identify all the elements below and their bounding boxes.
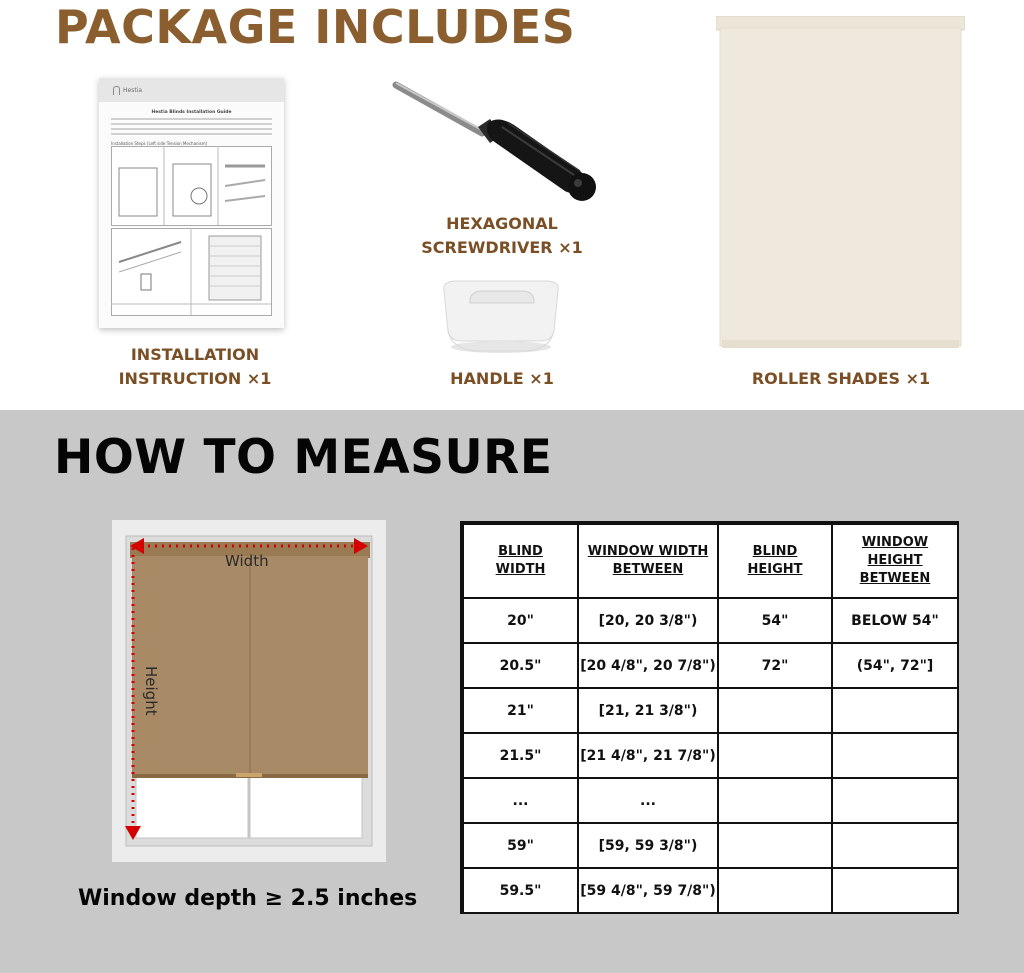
handle-label-text: HANDLE ×1 xyxy=(450,369,554,388)
table-cell xyxy=(832,733,958,778)
sheet-text-line xyxy=(111,128,272,130)
table-cell xyxy=(718,823,832,868)
table-cell xyxy=(832,868,958,913)
size-table xyxy=(460,521,959,914)
table-cell: [21, 21 3/8") xyxy=(578,688,718,733)
table-row xyxy=(463,868,958,913)
table-cell xyxy=(718,778,832,823)
table-row xyxy=(463,688,958,733)
table-row xyxy=(463,643,958,688)
table-cell xyxy=(718,733,832,778)
sheet-diagram-top xyxy=(111,146,272,226)
instruction-label xyxy=(95,343,295,391)
table-cell: [59 4/8", 59 7/8") xyxy=(578,868,718,913)
table-cell xyxy=(832,778,958,823)
table-cell: ... xyxy=(463,778,578,823)
col-window-height-between: WINDOW HEIGHT BETWEEN xyxy=(832,524,958,598)
hex-screwdriver-image xyxy=(390,75,610,205)
table-cell: [59, 59 3/8") xyxy=(578,823,718,868)
table-row xyxy=(463,733,958,778)
instruction-sheet-image xyxy=(99,78,284,328)
package-includes-section xyxy=(0,0,1024,410)
height-label: Height xyxy=(142,666,160,716)
sheet-text-line xyxy=(111,133,272,135)
table-cell: ... xyxy=(578,778,718,823)
sheet-text-line xyxy=(111,123,272,125)
table-cell xyxy=(718,868,832,913)
sheet-brand: Hestia xyxy=(123,86,143,94)
screwdriver-label-line2: SCREWDRIVER ×1 xyxy=(421,238,583,257)
table-cell: 54" xyxy=(718,598,832,643)
handle-label xyxy=(402,367,602,391)
roller-shade-image xyxy=(716,16,965,350)
table-cell: [21 4/8", 21 7/8") xyxy=(578,733,718,778)
sheet-guide-title: Hestia Blinds Installation Guide xyxy=(151,110,232,115)
sheet-header xyxy=(99,78,284,102)
col-blind-height: BLIND HEIGHT xyxy=(718,524,832,598)
table-cell: (54", 72"] xyxy=(832,643,958,688)
table-cell xyxy=(718,688,832,733)
roller-shades-label-text: ROLLER SHADES ×1 xyxy=(751,369,931,388)
hestia-logo-icon xyxy=(113,86,120,95)
window-depth-note: Window depth ≥ 2.5 inches xyxy=(78,886,418,911)
table-cell: [20 4/8", 20 7/8") xyxy=(578,643,718,688)
table-cell: 21.5" xyxy=(463,733,578,778)
table-cell: 59" xyxy=(463,823,578,868)
col-blind-width: BLIND WIDTH xyxy=(463,524,578,598)
table-cell: BELOW 54" xyxy=(832,598,958,643)
table-cell: 20" xyxy=(463,598,578,643)
table-cell: 21" xyxy=(463,688,578,733)
screwdriver-label-line1: HEXAGONAL xyxy=(446,214,558,233)
sheet-text-line xyxy=(111,118,272,120)
table-cell: [20, 20 3/8") xyxy=(578,598,718,643)
table-cell xyxy=(832,823,958,868)
screwdriver-label xyxy=(402,212,602,260)
handle-image xyxy=(436,279,566,355)
roller-shades-label xyxy=(741,367,941,391)
window-measure-diagram xyxy=(112,520,386,862)
package-title: PACKAGE INCLUDES xyxy=(55,0,576,54)
table-cell: 59.5" xyxy=(463,868,578,913)
table-cell: 20.5" xyxy=(463,643,578,688)
col-window-width-between: WINDOW WIDTH BETWEEN xyxy=(578,524,718,598)
width-label: Width xyxy=(225,552,269,570)
table-header-row xyxy=(463,524,958,598)
table-row xyxy=(463,598,958,643)
how-to-measure-title: HOW TO MEASURE xyxy=(54,430,553,485)
table-cell xyxy=(832,688,958,733)
table-cell: 72" xyxy=(718,643,832,688)
table-row xyxy=(463,778,958,823)
instruction-label-line1: INSTALLATION xyxy=(130,345,260,364)
sheet-diagram-bottom xyxy=(111,228,272,316)
instruction-label-line2: INSTRUCTION ×1 xyxy=(118,369,272,388)
table-row xyxy=(463,823,958,868)
sheet-step-title: Installation Steps (Left side Tension Mechanism) xyxy=(111,141,208,146)
